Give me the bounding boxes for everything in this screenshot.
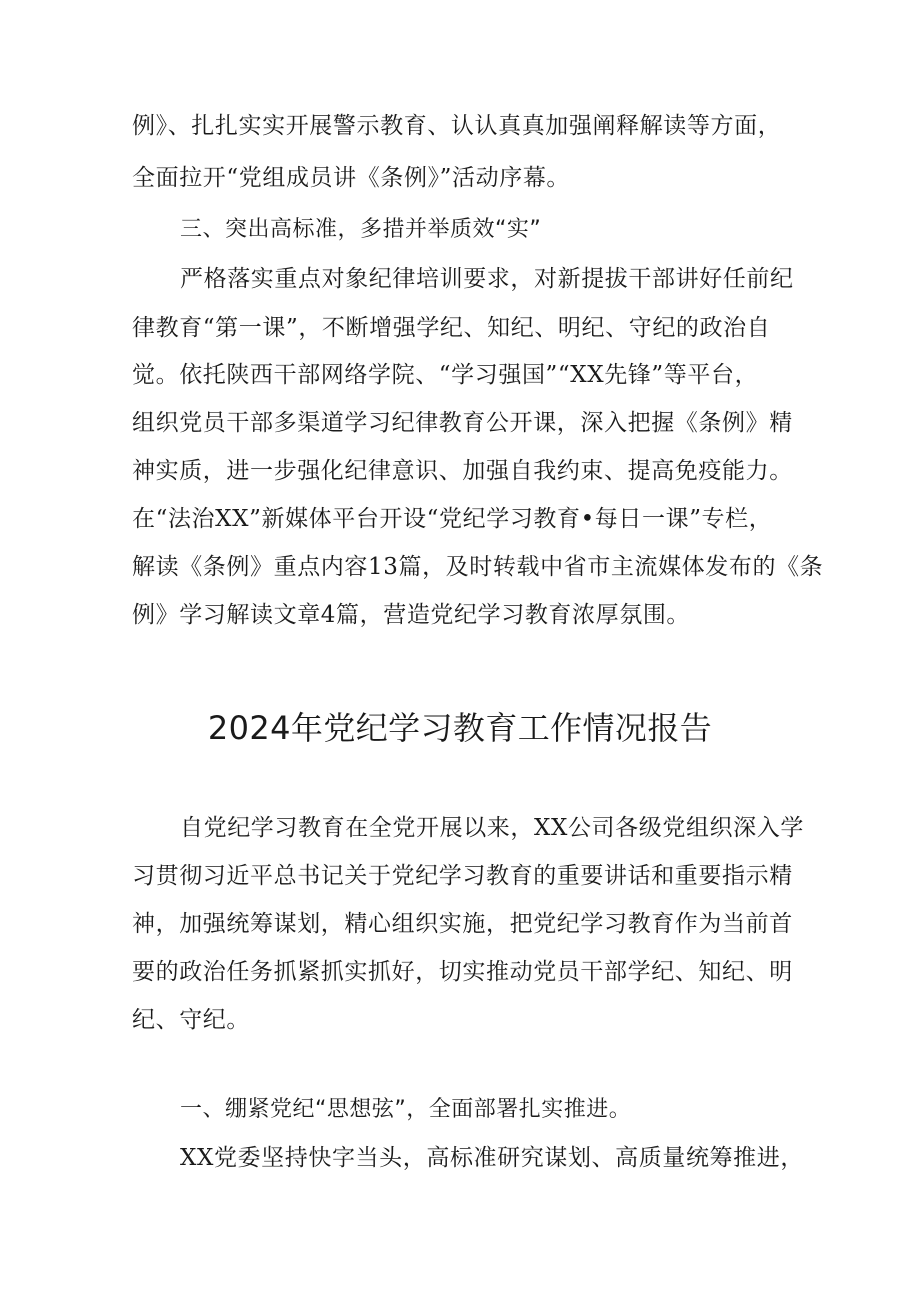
text-line: 习贯彻习近平总书记关于党纪学习教育的重要讲话和重要指示精 xyxy=(132,863,793,889)
text-line: 自党纪学习教育在全党开展以来，XX公司各级党组织深入学 xyxy=(180,815,804,841)
text-line: 例》学习解读文章4篇，营造党纪学习教育浓厚氛围。 xyxy=(132,602,691,628)
text-line: 神实质，进一步强化纪律意识、加强自我约束、提高免疫能力。 xyxy=(132,458,793,484)
section-heading: 一、绷紧党纪“思想弦”，全面部署扎实推进。 xyxy=(180,1097,632,1122)
section-heading: 三、突出高标准，多措并举质效“实” xyxy=(180,217,542,242)
text-line: 神，加强统筹谋划，精心组织实施，把党纪学习教育作为当前首 xyxy=(132,911,793,937)
text-line: 解读《条例》重点内容13篇，及时转载中省市主流媒体发布的《条 xyxy=(132,554,824,580)
text-line: 组织党员干部多渠道学习纪律教育公开课，深入把握《条例》精 xyxy=(132,410,793,436)
text-line: 纪、守纪。 xyxy=(132,1007,250,1033)
text-line: 全面拉开“党组成员讲《条例》”活动序幕。 xyxy=(132,165,571,191)
text-line: 律教育“第一课”，不断增强学纪、知纪、明纪、守纪的政治自 xyxy=(132,315,771,341)
text-line: 在“法治XX”新媒体平台开设“党纪学习教育•每日一课”专栏， xyxy=(132,506,773,532)
text-line: 严格落实重点对象纪律培训要求，对新提拔干部讲好任前纪 xyxy=(180,266,794,292)
text-line: 例》、扎扎实实开展警示教育、认认真真加强阐释解读等方面， xyxy=(132,113,782,139)
text-line: 要的政治任务抓紧抓实抓好，切实推动党员干部学纪、知纪、明 xyxy=(132,959,793,985)
text-line: XX党委坚持快字当头，高标准研究谋划、高质量统筹推进， xyxy=(180,1145,804,1171)
text-line: 觉。依托陕西干部网络学院、“学习强国”“XX先锋”等平台， xyxy=(132,362,759,388)
report-title: 2024年党纪学习教育工作情况报告 xyxy=(207,709,713,747)
